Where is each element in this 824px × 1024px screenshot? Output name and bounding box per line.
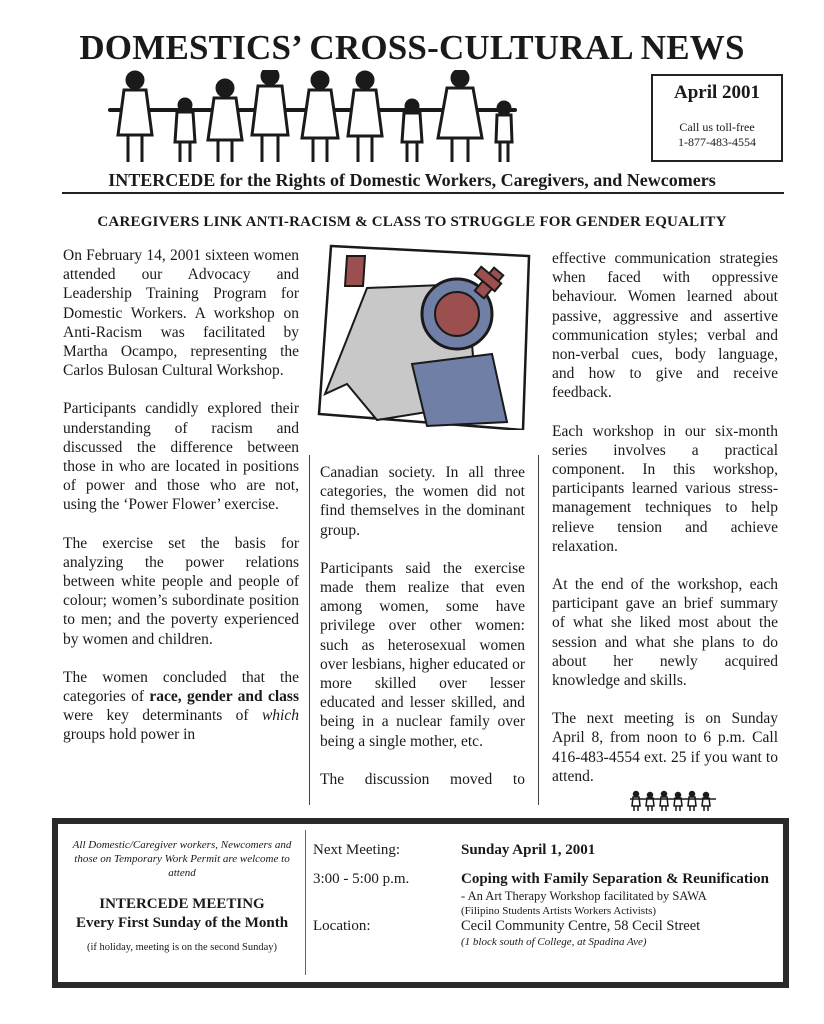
- box-divider: [305, 830, 306, 975]
- article-column-2: [320, 463, 525, 808]
- female-symbol-art: [317, 244, 533, 430]
- holiday-note: (if holiday, meeting is on the second Sunday): [86, 942, 278, 953]
- italic-text: which: [261, 707, 299, 725]
- location-note: (1 block south of College, at Spadina Ave): [461, 936, 647, 948]
- newsletter-title: DOMESTICS’ CROSS-CULTURAL NEWS: [79, 28, 745, 67]
- location-address: Cecil Community Centre, 58 Cecil Street: [461, 918, 701, 934]
- text-span: were key determinants of: [63, 707, 262, 725]
- paragraph: Participants candidly explored their understanding of racism and discussed the difference between those in who are located in positions of power and those who are not, using the ‘Power Flower’ exercise.: [63, 400, 299, 514]
- paragraph: Participants said the exercise made them realize that even among women, some have privilege over other women: such as heterosexual women over lesbians, higher educated or more skilled over lesser educated and lesser skilled, and being in a nuclear family over being a single mother, etc.: [320, 559, 525, 750]
- paragraph: The discussion moved to: [320, 770, 525, 788]
- text-span: groups hold power in: [63, 726, 196, 744]
- column-divider: [538, 455, 539, 805]
- toll-free-number: 1-877-483-4554: [678, 135, 756, 149]
- event-organization: (Filipino Students Artists Workers Activists): [461, 905, 657, 917]
- welcome-note: All Domestic/Caregiver workers, Newcomers and those on Temporary Work Permit are welcome to attend: [72, 839, 292, 879]
- paragraph: At the end of the workshop, each participant gave an brief summary of what she liked most about the session and what she plans to do about her newly acquired knowledge and skills.: [552, 576, 778, 690]
- issue-date-box: [651, 74, 783, 162]
- people-chain-small-icon: [628, 790, 718, 812]
- event-title: Coping with Family Separation & Reunification: [461, 871, 769, 887]
- meeting-time: 3:00 - 5:00 p.m.: [313, 871, 410, 887]
- meeting-title: INTERCEDE MEETING: [99, 896, 265, 912]
- paragraph: The next meeting is on Sunday April 8, from noon to 6 p.m. Call 416-483-4554 ext. 25 if you want to attend.: [552, 710, 778, 785]
- next-meeting-date: Sunday April 1, 2001: [461, 842, 596, 858]
- text-span: The women concluded that the categories of: [63, 668, 299, 706]
- paragraph: On February 14, 2001 sixteen women attended our Advocacy and Leadership Training Program for Domestic Workers. A workshop on Anti-Racism was facilitated by Martha Ocampo, representing the Carlos Bulosan Cultural Workshop.: [63, 247, 299, 380]
- toll-free-label: Call us toll-free: [679, 120, 755, 134]
- paragraph: effective communication strategies when faced with oppressive behaviour. Women learned about passive, aggressive and assertive communication styles; verbal and non-verbal cues, body language, and how to give and receive feedback.: [552, 250, 778, 402]
- paragraph: Canadian society. In all three categories, the women did not find themselves in the dominant group.: [320, 464, 525, 539]
- masthead-rule: [62, 192, 784, 194]
- meeting-title-block: [62, 895, 302, 933]
- event-description: - An Art Therapy Workshop facilitated by SAWA: [461, 889, 707, 903]
- issue-date: April 2001: [673, 82, 761, 103]
- paragraph: Each workshop in our six-month series involves a practical component. In this workshop, participants learned various stress-management techniques to help relieve tension and achieve relaxation.: [552, 422, 778, 555]
- article-column-3: [552, 249, 778, 805]
- article-column-1: [63, 246, 299, 764]
- next-meeting-label: Next Meeting:: [313, 842, 401, 858]
- column-divider: [309, 455, 310, 805]
- location-label: Location:: [313, 918, 371, 934]
- bold-text: race, gender and class: [149, 688, 299, 706]
- organization-tagline: INTERCEDE for the Rights of Domestic Workers, Caregivers, and Newcomers: [108, 170, 716, 190]
- paragraph: The exercise set the basis for analyzing the power relations between white people and people of colour; women’s subordinate position to men; and the poverty experienced by women and children.: [63, 534, 299, 648]
- people-chain-logo: [100, 70, 530, 170]
- article-headline: CAREGIVERS LINK ANTI-RACISM & CLASS TO STRUGGLE FOR GENDER EQUALITY: [97, 214, 727, 230]
- meeting-schedule: Every First Sunday of the Month: [75, 915, 289, 931]
- paragraph: [63, 668, 299, 745]
